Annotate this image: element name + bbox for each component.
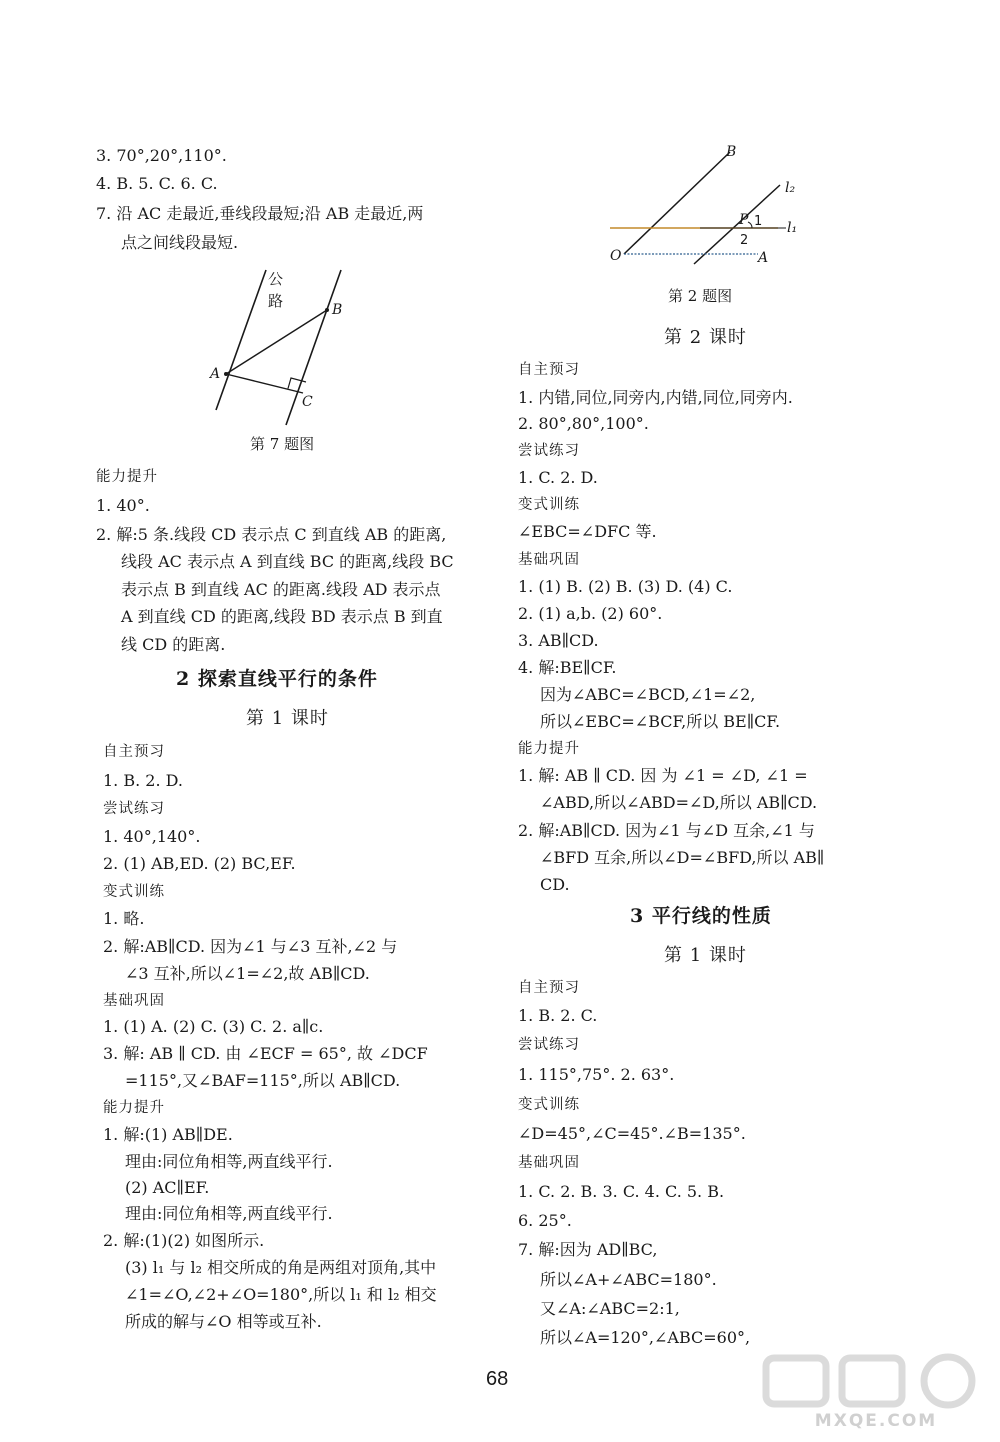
text-line: 1. 内错,同位,同旁内,内错,同位,同旁内. <box>518 388 793 407</box>
text-line: 1. 解:(1) AB∥DE. <box>103 1125 233 1144</box>
lesson-heading: 第 2 课时 <box>664 327 747 348</box>
text-line: 所成的解与∠O 相等或互补. <box>125 1312 322 1331</box>
section-label: 基础巩固 <box>103 993 165 1009</box>
figure-caption: 第 2 题图 <box>668 287 733 305</box>
point-label-b: B <box>332 302 343 318</box>
lesson-heading: 第 1 课时 <box>246 708 329 729</box>
line-label-b: B <box>726 144 737 160</box>
text-line: 1. 40°. <box>96 496 150 515</box>
section-label: 变式训练 <box>518 497 580 513</box>
text-line: 1. 解: AB ∥ CD. 因 为 ∠1 = ∠D, ∠1 = <box>518 766 808 785</box>
section-label: 自主预习 <box>518 362 580 378</box>
text-line: 6. 25°. <box>518 1211 572 1230</box>
text-line: 4. B. 5. C. 6. C. <box>96 174 218 193</box>
line-label-l1: l₁ <box>787 220 798 236</box>
section-label: 变式训练 <box>518 1097 580 1113</box>
text-line: 1. C. 2. D. <box>518 468 598 487</box>
figure-caption: 第 7 题图 <box>250 435 315 453</box>
section-label: 尝试练习 <box>518 1037 580 1053</box>
text-line: 线段 AC 表示点 A 到直线 BC 的距离,线段 BC <box>121 552 454 571</box>
text-line: A 到直线 CD 的距离,线段 BD 表示点 B 到直 <box>121 607 443 626</box>
text-line: 点之间线段最短. <box>121 233 239 252</box>
text-line: 1. B. 2. D. <box>103 771 183 790</box>
section-label: 能力提升 <box>96 469 158 485</box>
text-line: 3. AB∥CD. <box>518 631 599 650</box>
text-line: 3. 70°,20°,110°. <box>96 146 227 165</box>
section-label: 变式训练 <box>103 884 165 900</box>
text-line: 1. 115°,75°. 2. 63°. <box>518 1065 675 1084</box>
watermark-text: MXQE.COM <box>814 1411 938 1431</box>
text-line: 2. 80°,80°,100°. <box>518 414 649 433</box>
section-label: 尝试练习 <box>103 801 165 817</box>
section-label: 基础巩固 <box>518 552 580 568</box>
chapter-heading: 3 平行线的性质 <box>630 905 772 927</box>
text-line: ∠1=∠O,∠2+∠O=180°,所以 l₁ 和 l₂ 相交 <box>125 1285 437 1304</box>
text-line: 7. 沿 AC 走最近,垂线段最短;沿 AB 走最近,两 <box>96 204 424 223</box>
point-label-a: A <box>758 250 769 266</box>
point-label-o: O <box>610 248 622 264</box>
text-line: 2. (1) AB,ED. (2) BC,EF. <box>103 854 296 873</box>
figure-7-diagram <box>196 260 366 432</box>
road-char-2: 路 <box>268 292 284 310</box>
text-line: ∠BFD 互余,所以∠D=∠BFD,所以 AB∥ <box>540 848 825 867</box>
text-line: ∠EBC=∠DFC 等. <box>518 522 657 541</box>
lesson-heading: 第 1 课时 <box>664 945 747 966</box>
text-line: 2. 解:AB∥CD. 因为∠1 与∠D 互余,∠1 与 <box>518 821 815 840</box>
section-label: 能力提升 <box>103 1100 165 1116</box>
text-line: 7. 解:因为 AD∥BC, <box>518 1240 658 1259</box>
text-line: ∠3 互补,所以∠1=∠2,故 AB∥CD. <box>125 964 370 983</box>
angle-label-1: 1 <box>754 214 763 229</box>
text-line: 理由:同位角相等,两直线平行. <box>125 1152 333 1171</box>
text-line: (3) l₁ 与 l₂ 相交所成的角是两组对顶角,其中 <box>125 1258 437 1277</box>
text-line: 1. 略. <box>103 909 145 928</box>
text-line: ∠ABD,所以∠ABD=∠D,所以 AB∥CD. <box>540 793 818 812</box>
text-line: 3. 解: AB ∥ CD. 由 ∠ECF = 65°, 故 ∠DCF <box>103 1044 428 1063</box>
section-label: 尝试练习 <box>518 443 580 459</box>
text-line: 4. 解:BE∥CF. <box>518 658 617 677</box>
text-line: 所以∠A=120°,∠ABC=60°, <box>540 1328 751 1347</box>
point-label-p: P <box>739 212 749 228</box>
text-line: 2. 解:AB∥CD. 因为∠1 与∠3 互补,∠2 与 <box>103 937 398 956</box>
page-number: 68 <box>486 1368 509 1390</box>
text-line: 2. 解:(1)(2) 如图所示. <box>103 1231 265 1250</box>
text-line: 2. (1) a,b. (2) 60°. <box>518 604 663 623</box>
watermark-logo <box>760 1352 992 1432</box>
text-line: 2. 解:5 条.线段 CD 表示点 C 到直线 AB 的距离, <box>96 525 447 544</box>
line-label-l2: l₂ <box>785 180 796 196</box>
section-label: 自主预习 <box>103 744 165 760</box>
section-label: 基础巩固 <box>518 1155 580 1171</box>
section-label: 自主预习 <box>518 980 580 996</box>
text-line: 表示点 B 到直线 AC 的距离.线段 AD 表示点 <box>121 580 441 599</box>
text-line: 所以∠EBC=∠BCF,所以 BE∥CF. <box>540 712 781 731</box>
text-line: 线 CD 的距离. <box>121 635 226 654</box>
text-line: (2) AC∥EF. <box>125 1178 210 1197</box>
text-line: ∠D=45°,∠C=45°.∠B=135°. <box>518 1124 746 1143</box>
text-line: 所以∠A+∠ABC=180°. <box>540 1270 717 1289</box>
text-line: 1. (1) A. (2) C. (3) C. 2. a∥c. <box>103 1017 324 1036</box>
text-line: 1. (1) B. (2) B. (3) D. (4) C. <box>518 577 733 596</box>
section-label: 能力提升 <box>518 741 580 757</box>
text-line: 1. 40°,140°. <box>103 827 201 846</box>
text-line: =115°,又∠BAF=115°,所以 AB∥CD. <box>125 1071 401 1090</box>
text-line: 又∠A:∠ABC=2:1, <box>540 1299 680 1318</box>
figure-2-diagram <box>600 140 815 270</box>
chapter-heading: 2 探索直线平行的条件 <box>176 668 378 690</box>
text-line: 理由:同位角相等,两直线平行. <box>125 1204 333 1223</box>
text-line: 1. C. 2. B. 3. C. 4. C. 5. B. <box>518 1182 725 1201</box>
angle-label-2: 2 <box>740 233 749 248</box>
text-line: CD. <box>540 875 570 894</box>
point-label-a: A <box>210 366 221 382</box>
text-line: 因为∠ABC=∠BCD,∠1=∠2, <box>540 685 756 704</box>
point-label-c: C <box>302 394 313 410</box>
road-char-1: 公 <box>268 270 284 288</box>
text-line: 1. B. 2. C. <box>518 1006 598 1025</box>
